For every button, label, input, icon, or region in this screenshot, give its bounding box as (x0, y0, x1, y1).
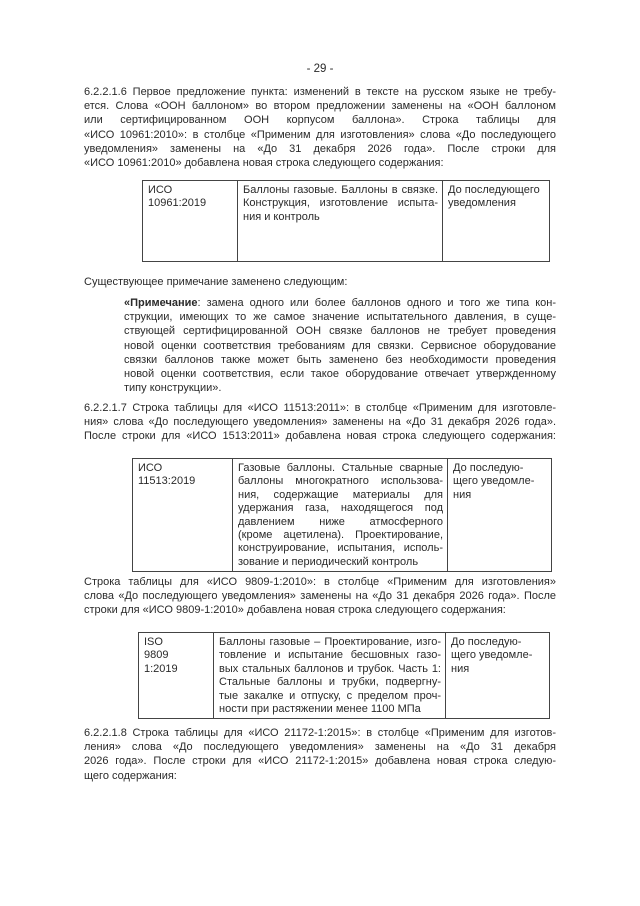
text-line: щего уведомле- (451, 649, 533, 662)
cell-standard (139, 633, 214, 719)
text-line: ния, содержащие материалы для (238, 488, 443, 501)
table-iso-9809 (138, 632, 550, 719)
text-line: Баллоны газовые. Баллоны в связке. (243, 184, 438, 196)
text-line: тые закалке и отпуску, с пределом проч- (219, 689, 441, 702)
note-line: ствующей сертифицированной ООН связке баллонов не требует проведения (124, 325, 556, 338)
cell-standard (133, 459, 233, 572)
text-line: зование и периодический контроль (238, 555, 419, 568)
text-line: ИСО (138, 462, 163, 474)
table-row (133, 459, 552, 572)
note-label: «Примечание (124, 297, 198, 309)
text-line: уведомления (448, 197, 516, 210)
text-line: (кроме ацетилена). Проектирование, (238, 528, 443, 541)
text-line: 11513:2019 (138, 475, 196, 488)
text-line: 1:2019 (144, 662, 178, 675)
text-line: До последую- (453, 462, 524, 474)
text-line: баллоны многократного использова- (238, 475, 443, 488)
note-line: связки баллонов также может быть заменено без необходимости проведения (124, 353, 556, 366)
cell-title (233, 459, 448, 572)
text-line: ления» слова «До последующего уведомления» заменены на «До 31 декабря (84, 741, 556, 754)
cell-title (214, 633, 446, 719)
text-line: 6.2.2.1.7 Строка таблицы для «ИСО 11513:2011»: в столбце «Применим для изготовле- (84, 402, 556, 414)
text-line: После строки для «ИСО 1513:2011» добавлена новая строка следующего содержания: (84, 430, 556, 443)
text-line: Стальные баллоны и трубки, подвергну- (219, 676, 441, 689)
text-line: удержания газа, находящегося под (238, 502, 443, 515)
text-line: 2026 года». После строки для «ИСО 21172-1:2015» добавлена новая строка следую- (84, 755, 556, 768)
cell-standard (143, 181, 238, 262)
note-line: типу конструкции». (124, 382, 222, 395)
text-line: ется. Слова «ООН баллоном» во втором предложении заменены на «ООН баллоном (84, 100, 556, 113)
table-row (139, 633, 550, 719)
text-line: ния (451, 662, 470, 675)
text-line: щего уведомле- (453, 475, 535, 488)
text-line: товление и испытание бесшовных газо- (219, 649, 441, 662)
text-line: ИСО (148, 184, 173, 196)
text-line: или сертифицированном ООН корпусом баллона». Строка таблицы для (84, 114, 556, 127)
page-number: - 29 - (306, 63, 334, 75)
text-line: «ИСО 10961:2010»: в столбце «Применим для изготовления» слова «До последующего (84, 128, 556, 141)
text-line: ния» слова «До последующего уведомления» заменены на «До 31 декабря 2026 года». (84, 416, 556, 429)
table-iso-10961 (142, 180, 550, 262)
text-line: 10961:2019 (148, 197, 207, 210)
cell-applicable (448, 459, 552, 572)
text-line: конструирование, испытания, исполь- (238, 542, 443, 555)
note-line: струкции, имеющих то же самое значение испытательного давления, в суще- (124, 311, 556, 324)
note-line: : замена одного или более баллонов одного и того же типа кон- (197, 297, 556, 309)
paragraph-6-2-2-1-8 (84, 726, 556, 783)
text-line: 9809 (144, 649, 169, 662)
paragraph-iso-9809 (84, 575, 556, 618)
cell-title (238, 181, 443, 262)
cell-applicable (443, 181, 550, 262)
text-line: 6.2.2.1.6 Первое предложение пункта: изменений в тексте на русском языке не требу- (84, 86, 556, 98)
note-intro-text: Существующее примечание заменено следующим: (84, 276, 348, 288)
text-line: «ИСО 10961:2010» добавлена новая строка следующего содержания: (84, 156, 444, 169)
text-line: ности при растяжении менее 1100 МПа (219, 702, 421, 715)
text-line: Газовые баллоны. Стальные сварные (238, 462, 443, 474)
text-line: ISO (144, 636, 163, 648)
text-line: 6.2.2.1.8 Строка таблицы для «ИСО 21172-1:2015»: в столбце «Применим для изготов- (84, 727, 556, 739)
note-intro (84, 275, 347, 289)
text-line: До последую- (451, 636, 522, 648)
note-line: новой оценки соответствия, если такое оборудование отвечает утвержденному (124, 367, 556, 380)
paragraph-6-2-2-1-7 (84, 401, 556, 444)
cell-applicable (446, 633, 550, 719)
note-block (124, 296, 556, 395)
text-line: ния и контроль (243, 210, 320, 223)
paragraph-6-2-2-1-6 (84, 85, 556, 170)
text-line: слова «До последующего уведомления» заменены на «До 31 декабря 2026 года». После (84, 590, 556, 603)
text-line: давлением ниже атмосферного (238, 515, 443, 528)
table-row (143, 181, 550, 262)
text-line: Конструкция, изготовление испыта- (243, 197, 438, 210)
text-line: строки для «ИСО 9809-1:2010» добавлена новая строка следующего содержания: (84, 604, 506, 617)
note-line: новой оценки соответствия требованиям для связки. Сервисное оборудование (124, 339, 556, 352)
text-line: ния (453, 488, 472, 501)
text-line: Строка таблицы для «ИСО 9809-1:2010»: в столбце «Применим для изготовления» (84, 576, 556, 588)
text-line: Баллоны газовые – Проектирование, изго- (219, 636, 441, 648)
table-iso-11513 (132, 458, 552, 572)
text-line: уведомления» заменены на «До 31 декабря 2026 года». После строки для (84, 142, 556, 155)
note-first-line (124, 296, 556, 310)
text-line: До последующего (448, 184, 540, 196)
text-line: вых стальных баллонов и трубок. Часть 1: (219, 662, 441, 675)
text-line: щего содержания: (84, 769, 177, 782)
